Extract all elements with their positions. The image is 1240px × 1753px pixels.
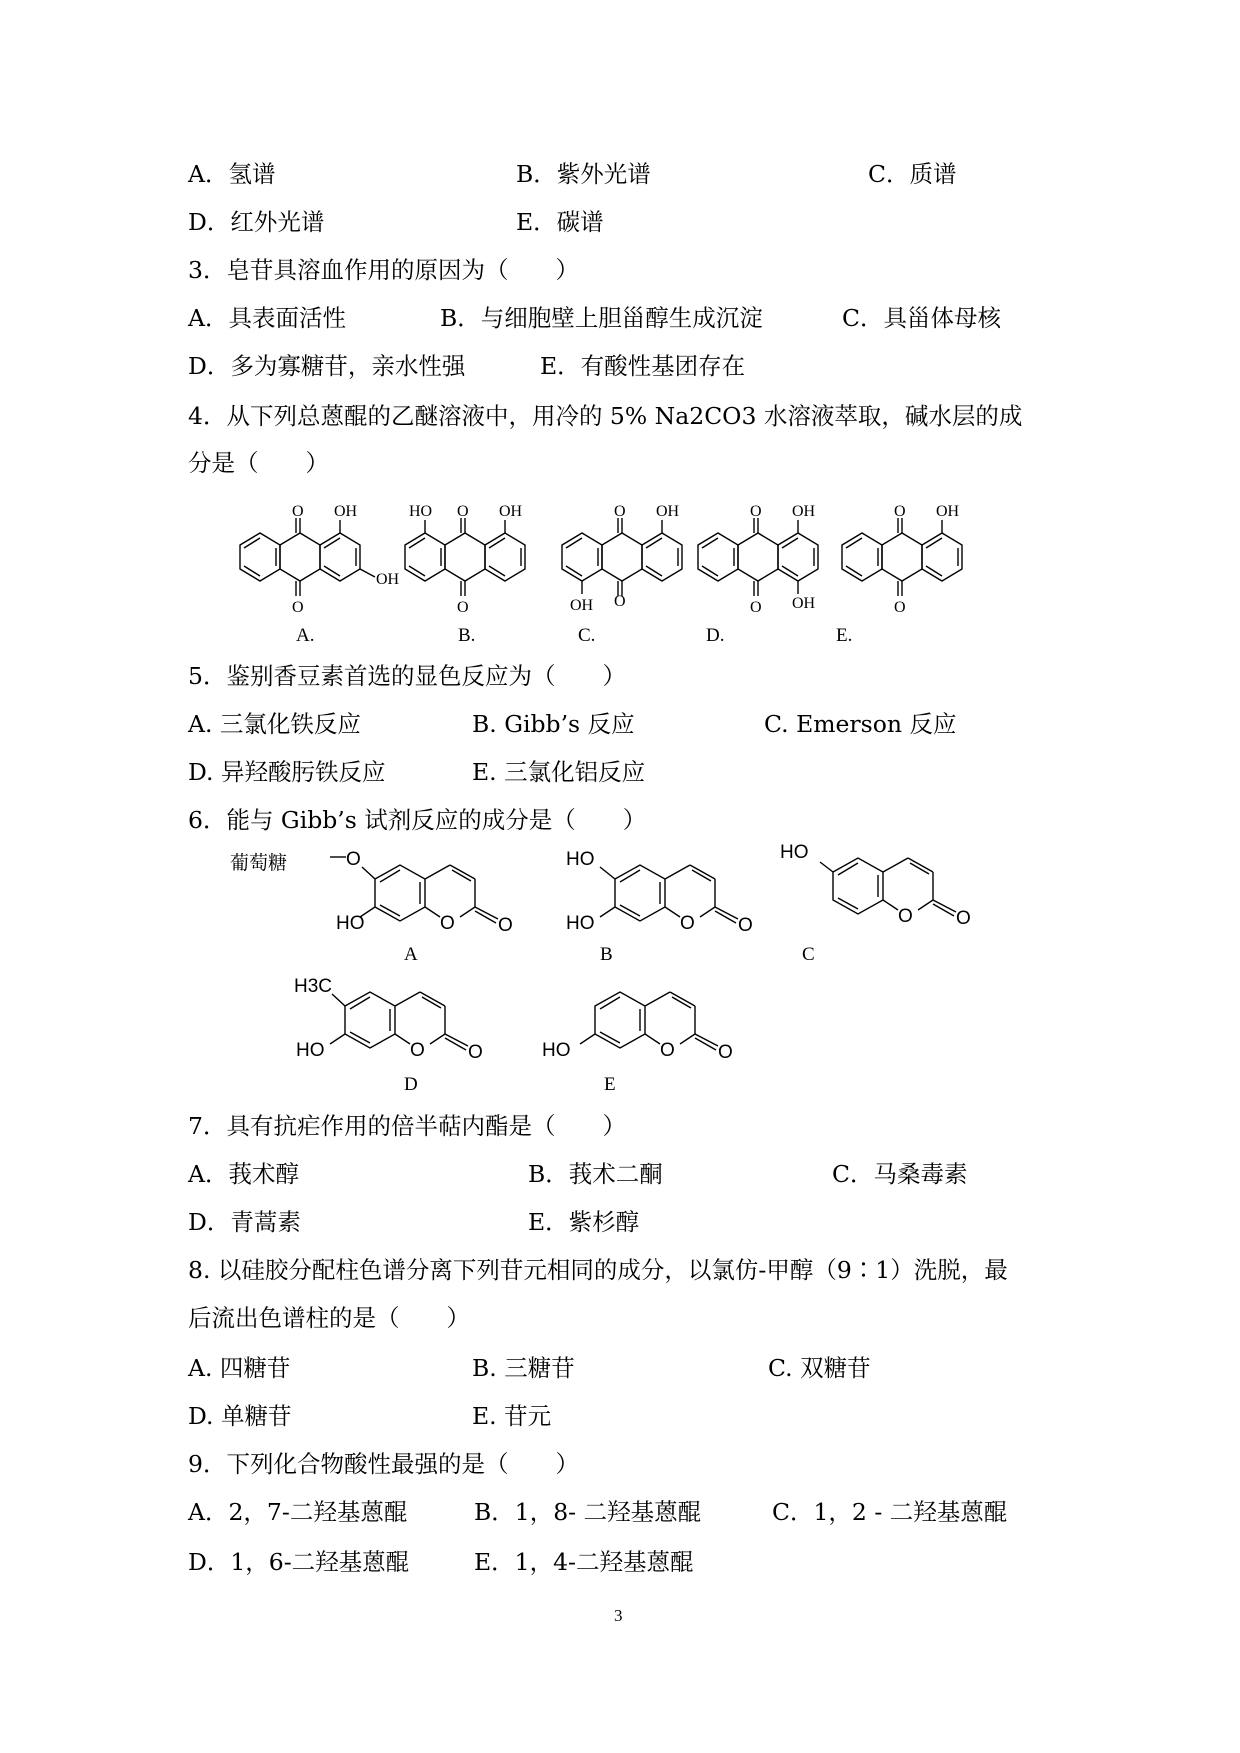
q4d-hydroxyl-1: OH bbox=[792, 503, 816, 520]
q6c-carbonyl-oxygen: O bbox=[956, 908, 971, 929]
q4a-hydroxyl-1: OH bbox=[334, 503, 358, 520]
q8-option-d: D. 单糖苷 bbox=[188, 1402, 292, 1430]
q4d-oxygen-top: O bbox=[750, 503, 762, 520]
q4a-oxygen-top: O bbox=[292, 503, 304, 520]
page-number: 3 bbox=[614, 1606, 623, 1625]
q7-option-b: B．莪术二酮 bbox=[528, 1160, 663, 1188]
q4-label-d: D. bbox=[706, 625, 725, 646]
q6-label-e: E bbox=[604, 1074, 616, 1095]
q4d-hydroxyl-4: OH bbox=[792, 595, 816, 612]
q3-option-d: D．多为寡糖苷，亲水性强 bbox=[188, 352, 466, 380]
q4c-hydroxyl-1: OH bbox=[656, 503, 680, 520]
q3-option-a: A．具表面活性 bbox=[188, 304, 346, 332]
q6-glucose-label: 葡萄糖 bbox=[230, 853, 288, 874]
q4-label-c: C. bbox=[578, 625, 596, 646]
q8-stem-line1: 8. 以硅胶分配柱色谱分离下列苷元相同的成分，以氯仿-甲醇（9∶1）洗脱，最 bbox=[188, 1256, 1008, 1284]
q6e-carbonyl-oxygen: O bbox=[718, 1042, 733, 1063]
q6a-hydroxyl: HO bbox=[336, 913, 365, 934]
q6-structure-e bbox=[540, 972, 780, 1086]
q4e-oxygen-top: O bbox=[894, 503, 906, 520]
q3-option-b: B．与细胞壁上胆甾醇生成沉淀 bbox=[440, 304, 763, 332]
q3-option-c: C．具甾体母核 bbox=[842, 304, 1001, 332]
q9-option-d: D．1，6-二羟基蒽醌 bbox=[188, 1548, 410, 1576]
q4-stem-line2: 分是（ ） bbox=[188, 449, 329, 477]
q6-label-d: D bbox=[404, 1074, 418, 1095]
q6c-ring-oxygen: O bbox=[898, 906, 913, 927]
q4c-oxygen-bottom: O bbox=[614, 593, 626, 610]
q4-stem-line1: 4．从下列总蒽醌的乙醚溶液中，用冷的 5% Na2CO3 水溶液萃取，碱水层的成 bbox=[188, 402, 1023, 430]
q2-option-d: D．红外光谱 bbox=[188, 208, 325, 236]
q5-option-b: B. Gibb’s 反应 bbox=[472, 710, 635, 738]
q8-option-e: E. 苷元 bbox=[472, 1402, 552, 1430]
q7-option-a: A．莪术醇 bbox=[188, 1160, 299, 1188]
q9-option-b: B．1，8- 二羟基蒽醌 bbox=[474, 1498, 702, 1526]
q4-label-a: A. bbox=[296, 625, 315, 646]
q8-stem-line2: 后流出色谱柱的是（ ） bbox=[188, 1304, 470, 1332]
q2-option-e: E．碳谱 bbox=[516, 208, 604, 236]
q4-label-b: B. bbox=[458, 625, 476, 646]
q6c-hydroxyl-6: HO bbox=[780, 842, 809, 863]
q6-label-b: B bbox=[600, 944, 613, 965]
q9-option-a: A．2，7-二羟基蒽醌 bbox=[188, 1498, 408, 1526]
q6b-ring-oxygen: O bbox=[680, 913, 695, 934]
q6a-ring-oxygen: O bbox=[440, 913, 455, 934]
q6-structure-c bbox=[778, 838, 1018, 952]
q4b-hydroxyl-8: HO bbox=[409, 503, 433, 520]
q4-structure-b bbox=[395, 500, 575, 624]
q6-label-a: A bbox=[404, 944, 418, 965]
q4a-oxygen-bottom: O bbox=[292, 599, 304, 616]
q4-label-e: E. bbox=[836, 625, 853, 646]
q2-option-b: B．紫外光谱 bbox=[516, 160, 651, 188]
q4-structure-e bbox=[832, 500, 1012, 624]
q6-label-c: C bbox=[802, 944, 815, 965]
q2-option-c: C．质谱 bbox=[868, 160, 957, 188]
q4b-oxygen-bottom: O bbox=[457, 599, 469, 616]
q3-stem: 3．皂苷具溶血作用的原因为（ ） bbox=[188, 256, 579, 284]
q9-stem: 9．下列化合物酸性最强的是（ ） bbox=[188, 1450, 579, 1478]
q6b-carbonyl-oxygen: O bbox=[738, 915, 753, 936]
q4e-hydroxyl-1: OH bbox=[936, 503, 960, 520]
q4a-hydroxyl-3: OH bbox=[376, 571, 400, 588]
q6-stem: 6．能与 Gibb’s 试剂反应的成分是（ ） bbox=[188, 806, 647, 834]
q5-option-c: C. Emerson 反应 bbox=[764, 710, 957, 738]
q4b-hydroxyl-1: OH bbox=[499, 503, 523, 520]
q6e-ring-oxygen: O bbox=[660, 1040, 675, 1061]
q6a-ether-oxygen: O bbox=[346, 849, 361, 870]
q6b-hydroxyl-6: HO bbox=[566, 849, 595, 870]
q7-option-d: D．青蒿素 bbox=[188, 1208, 301, 1236]
q3-option-e: E．有酸性基团存在 bbox=[540, 352, 746, 380]
q6d-hydroxyl-7: HO bbox=[296, 1040, 325, 1061]
q8-option-a: A. 四糖苷 bbox=[188, 1354, 291, 1382]
q6-structure-b bbox=[560, 845, 800, 959]
q2-option-a: A．氢谱 bbox=[188, 160, 276, 188]
q7-option-c: C．马桑毒素 bbox=[832, 1160, 968, 1188]
q6e-hydroxyl-7: HO bbox=[542, 1040, 571, 1061]
q5-option-a: A. 三氯化铁反应 bbox=[188, 710, 361, 738]
q4-structure-a bbox=[230, 500, 410, 624]
q4c-hydroxyl-5: OH bbox=[570, 597, 594, 614]
q8-option-c: C. 双糖苷 bbox=[768, 1354, 871, 1382]
q5-option-e: E. 三氯化铝反应 bbox=[472, 758, 646, 786]
q6d-ring-oxygen: O bbox=[410, 1040, 425, 1061]
q8-option-b: B. 三糖苷 bbox=[472, 1354, 575, 1382]
q4b-oxygen-top: O bbox=[457, 503, 469, 520]
q9-option-e: E．1，4-二羟基蒽醌 bbox=[474, 1548, 694, 1576]
q4d-oxygen-bottom: O bbox=[750, 599, 762, 616]
q5-stem: 5．鉴别香豆素首选的显色反应为（ ） bbox=[188, 662, 626, 690]
q4e-oxygen-bottom: O bbox=[894, 599, 906, 616]
q6d-carbonyl-oxygen: O bbox=[468, 1042, 483, 1063]
q7-option-e: E．紫杉醇 bbox=[528, 1208, 640, 1236]
q6d-methyl: H3C bbox=[294, 976, 333, 997]
q6-structure-d bbox=[290, 972, 530, 1086]
q4c-oxygen-top: O bbox=[614, 503, 626, 520]
q5-option-d: D. 异羟酸肟铁反应 bbox=[188, 758, 386, 786]
q6a-carbonyl-oxygen: O bbox=[498, 915, 513, 936]
q7-stem: 7．具有抗疟作用的倍半萜内酯是（ ） bbox=[188, 1112, 626, 1140]
q6b-hydroxyl-7: HO bbox=[566, 913, 595, 934]
q9-option-c: C．1，2 - 二羟基蒽醌 bbox=[772, 1498, 1008, 1526]
